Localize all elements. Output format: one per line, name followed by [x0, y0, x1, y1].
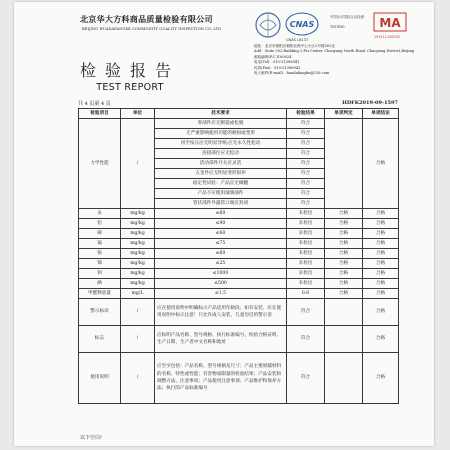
conclusion-cell: 合格 — [363, 326, 399, 353]
judgement-cell — [325, 326, 363, 353]
page-info: 共 4 页第 4 页 — [78, 101, 111, 107]
requirement-cell: 应标明产品名称、型号规格、执行标准编号、检验合格证明、生产日期、生产者中文名称和地址 — [155, 326, 287, 353]
report-page — [14, 2, 434, 446]
unit-cell: mg/kg — [121, 269, 155, 279]
judgement-cell: 合格 — [325, 249, 363, 259]
unit-cell: mg/kg — [121, 219, 155, 229]
requirement-cell: 零部件应无断裂或松脱 — [155, 119, 287, 129]
conclusion-cell: 合格 — [363, 269, 399, 279]
judgement-cell: 合格 — [325, 229, 363, 239]
email: 电子邮件(E-mail)：huadafangke@126.com — [254, 71, 330, 76]
table-row — [79, 239, 399, 249]
result-cell: 未检出 — [287, 249, 325, 259]
result-cell: 符合 — [287, 179, 325, 189]
report-number: HDFK2019-09-1597 — [342, 100, 398, 106]
result-cell: 符合 — [287, 353, 325, 404]
conclusion-cell: 合格 — [363, 353, 399, 404]
requirement-cell: ≤75 — [155, 239, 287, 249]
cnas-number: CNAS L8137 — [286, 38, 309, 42]
conclusion-cell: 合格 — [363, 299, 399, 326]
contact-block — [254, 44, 430, 76]
col-header-conclusion: 单项结论 — [363, 109, 399, 119]
col-header-unit: 单位 — [121, 109, 155, 119]
item-cell: 镉 — [79, 239, 121, 249]
requirement-cell: 五金件应无明显变形损坏 — [155, 169, 287, 179]
ilac-mra-logo — [256, 13, 280, 37]
col-header-requirement: 技术要求 — [155, 109, 287, 119]
table-header-row — [79, 109, 399, 119]
conclusion-mechanical: 合格 — [363, 119, 399, 209]
results-table — [78, 108, 399, 404]
result-cell: 未检出 — [287, 219, 325, 229]
result-cell: 未检出 — [287, 209, 325, 219]
requirement-cell: 连接部位应无松动 — [155, 149, 287, 159]
table-row — [79, 119, 399, 129]
judgement-cell: 合格 — [325, 279, 363, 289]
table-row — [79, 229, 399, 239]
judgement-cell: 合格 — [325, 269, 363, 279]
telephone: 电话(Tel)：010-51396941 — [254, 60, 300, 65]
group-mechanical-unit: / — [121, 119, 155, 209]
requirement-cell: ≤1000 — [155, 269, 287, 279]
item-cell: 砷 — [79, 229, 121, 239]
table-row — [79, 353, 399, 404]
result-cell: 符合 — [287, 299, 325, 326]
table-row — [79, 269, 399, 279]
table-row — [79, 259, 399, 269]
requirement-cell: ≤90 — [155, 219, 287, 229]
unit-cell: mg/kg — [121, 249, 155, 259]
table-row — [79, 209, 399, 219]
accreditation-logos — [254, 10, 434, 42]
judgement-cell: 合格 — [325, 239, 363, 249]
conclusion-cell: 合格 — [363, 289, 399, 299]
requirement-cell: 产品不应使用玻璃部件 — [155, 189, 287, 199]
table-row — [79, 219, 399, 229]
result-cell: 符合 — [287, 169, 325, 179]
item-cell: 甲醛释放量 — [79, 289, 121, 299]
judgement-cell: 合格 — [325, 259, 363, 269]
requirement-cell: ≤1.5 — [155, 289, 287, 299]
requirement-cell: 无严重影响使用功能的磨损或变形 — [155, 129, 287, 139]
result-cell: 未检出 — [287, 269, 325, 279]
item-cell: 铅 — [79, 219, 121, 229]
org-name-en: BEIJING HUADAFANGKE COMMODITY QUALITY INSPECTION CO.,LTD — [82, 27, 222, 31]
conclusion-cell: 合格 — [363, 279, 399, 289]
table-row — [79, 326, 399, 353]
table-row — [79, 299, 399, 326]
requirement-cell: 稳定性试验：产品应无倾翻 — [155, 179, 287, 189]
result-cell: 符合 — [287, 199, 325, 209]
requirement-cell: ≤60 — [155, 209, 287, 219]
judgement-cell — [325, 353, 363, 404]
item-cell: 铬 — [79, 249, 121, 259]
cma-mark: MA — [379, 16, 401, 30]
end-note: 以下空白! — [80, 435, 103, 441]
result-cell: 符合 — [287, 159, 325, 169]
conclusion-cell: 合格 — [363, 259, 399, 269]
col-header-result: 检验结果 — [287, 109, 325, 119]
postcode: 邮政编码(P.C.)100024 — [254, 54, 292, 59]
judgement-cell — [325, 119, 363, 209]
result-cell: 符合 — [287, 189, 325, 199]
item-cell: 钡 — [79, 269, 121, 279]
cma-logo — [374, 13, 406, 31]
item-cell: 锑 — [79, 259, 121, 269]
requirement-cell: ≤60 — [155, 229, 287, 239]
item-cell: 警示标识 — [79, 299, 121, 326]
cert-testing-cn: 中国认可国际互认检测 — [330, 15, 364, 19]
unit-cell: mg/L — [121, 289, 155, 299]
requirement-cell: ≤25 — [155, 259, 287, 269]
address-en: Add：Suite 302,Building 2,Fei Center, Chaoyang North Road ,Chaoyang District,Beijing — [254, 49, 415, 54]
judgement-cell: 合格 — [325, 209, 363, 219]
item-cell: 硒 — [79, 279, 121, 289]
conclusion-cell: 合格 — [363, 209, 399, 219]
requirement-cell: ≤60 — [155, 249, 287, 259]
org-name-cn: 北京华大方科商品质量检验有限公司 — [80, 14, 213, 24]
cnas-logo — [286, 13, 318, 35]
judgement-cell: 合格 — [325, 219, 363, 229]
unit-cell: mg/kg — [121, 239, 155, 249]
address-cn: 地址：北京市朝阳区朝阳北路中心小区2号楼302室 — [254, 44, 336, 48]
unit-cell: / — [121, 299, 155, 326]
report-title-en: TEST REPORT — [96, 82, 164, 93]
fax: 传真(Fax)：010-51396943 — [254, 65, 301, 70]
col-header-item: 检验项目 — [79, 109, 121, 119]
unit-cell: mg/kg — [121, 259, 155, 269]
judgement-cell — [325, 299, 363, 326]
unit-cell: mg/kg — [121, 229, 155, 239]
col-header-judgement: 单项判定 — [325, 109, 363, 119]
conclusion-cell: 合格 — [363, 239, 399, 249]
item-cell: 使用说明 — [79, 353, 121, 404]
judgement-cell: 合格 — [325, 289, 363, 299]
result-cell: 0.6 — [287, 289, 325, 299]
requirement-cell: ≤500 — [155, 279, 287, 289]
result-cell: 符合 — [287, 119, 325, 129]
requirement-cell: 应在使用说明中明确标示产品适用年龄段；如有安装，应在使用说明中标示注意！只允许成人安装，儿童勿近的警示语 — [155, 299, 287, 326]
group-mechanical: 力学性能 — [79, 119, 121, 209]
table-row — [79, 249, 399, 259]
result-cell: 未检出 — [287, 279, 325, 289]
svg-text:CNAS: CNAS — [289, 20, 315, 29]
result-cell: 未检出 — [287, 259, 325, 269]
result-cell: 未检出 — [287, 229, 325, 239]
unit-cell: mg/kg — [121, 209, 155, 219]
conclusion-cell: 合格 — [363, 219, 399, 229]
result-cell: 符合 — [287, 139, 325, 149]
table-row — [79, 289, 399, 299]
requirement-cell: 用手按压应无明显异响,应无永久性松动 — [155, 139, 287, 149]
cert-testing-en: TESTING — [330, 25, 345, 29]
requirement-cell: 管状部件外露管口端应封闭 — [155, 199, 287, 209]
item-cell: 汞 — [79, 209, 121, 219]
unit-cell: / — [121, 326, 155, 353]
unit-cell: mg/kg — [121, 279, 155, 289]
requirement-cell: 活动部件开关应灵活 — [155, 159, 287, 169]
item-cell: 标志 — [79, 326, 121, 353]
result-cell: 未检出 — [287, 239, 325, 249]
conclusion-cell: 合格 — [363, 229, 399, 239]
result-cell: 符合 — [287, 149, 325, 159]
conclusion-cell: 合格 — [363, 249, 399, 259]
report-title-cn: 检验报告 — [79, 61, 180, 80]
result-cell: 符合 — [287, 326, 325, 353]
cma-number: 19311115005S — [374, 35, 400, 39]
result-cell: 符合 — [287, 129, 325, 139]
requirement-cell: 应至少包括：产品名称、型号规格及尺寸；产品主要原辅材料的名称、特性或性能；有害物质限量的检验结果；产品安装和调整方法、注意事项；产品使用注意事项；产品维护和保养方法；执行的产品标准编号 — [155, 353, 287, 404]
table-row — [79, 279, 399, 289]
unit-cell: / — [121, 353, 155, 404]
